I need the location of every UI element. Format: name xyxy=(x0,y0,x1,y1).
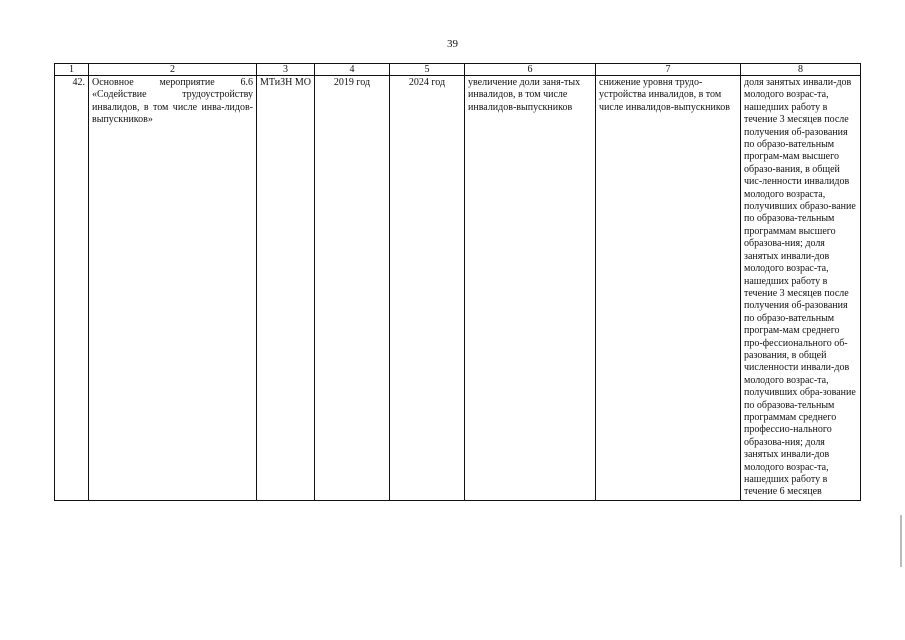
positive-result-cell: увеличение доли заня-тых инвалидов, в том числе инвалидов-выпускников xyxy=(465,76,596,501)
page-number: 39 xyxy=(447,38,458,50)
scan-edge-mark xyxy=(900,515,902,567)
col-header-5: 5 xyxy=(390,64,465,76)
col-header-8: 8 xyxy=(741,64,861,76)
header-row xyxy=(55,64,861,76)
col-header-6: 6 xyxy=(465,64,596,76)
col-header-1: 1 xyxy=(55,64,89,76)
col-header-7: 7 xyxy=(596,64,741,76)
col-header-3: 3 xyxy=(257,64,315,76)
executor-cell: МТиЗН МО xyxy=(257,76,315,501)
start-year-cell: 2019 год xyxy=(315,76,390,501)
end-year-cell: 2024 год xyxy=(390,76,465,501)
indicators-cell: доля занятых инвали-дов молодого возрас-та, нашедших работу в течение 3 месяцев после получения об-разования по образо-вательным програм-мам высшего образо-вания, в общей чис-ленности инвалидов молодого возраста, получивших образо-вание по образова-тельным программам высшего образова-ния; доля занятых инвали-дов молодого возрас-та, нашедших работу в течение 3 месяцев после получения об-разования по образо-вательным програм-мам среднего про-фессионального об-разования, в общей численности инвали-дов молодого возрас-та, получивших обра-зование по образова-тельным программам среднего профессио-нального образова-ния; доля занятых инвали-дов молодого возрас-та, нашедших работу в течение 6 месяцев xyxy=(741,76,861,501)
row-number: 42. xyxy=(55,76,89,501)
measures-table xyxy=(54,63,861,501)
col-header-4: 4 xyxy=(315,64,390,76)
table-row xyxy=(55,76,861,501)
negative-result-cell: снижение уровня трудо-устройства инвалидов, в том числе инвалидов-выпускников xyxy=(596,76,741,501)
col-header-2: 2 xyxy=(89,64,257,76)
activity-cell: Основное мероприятие 6.6 «Содействие трудоустройству инвалидов, в том числе инва-лидов-выпускников» xyxy=(89,76,257,501)
